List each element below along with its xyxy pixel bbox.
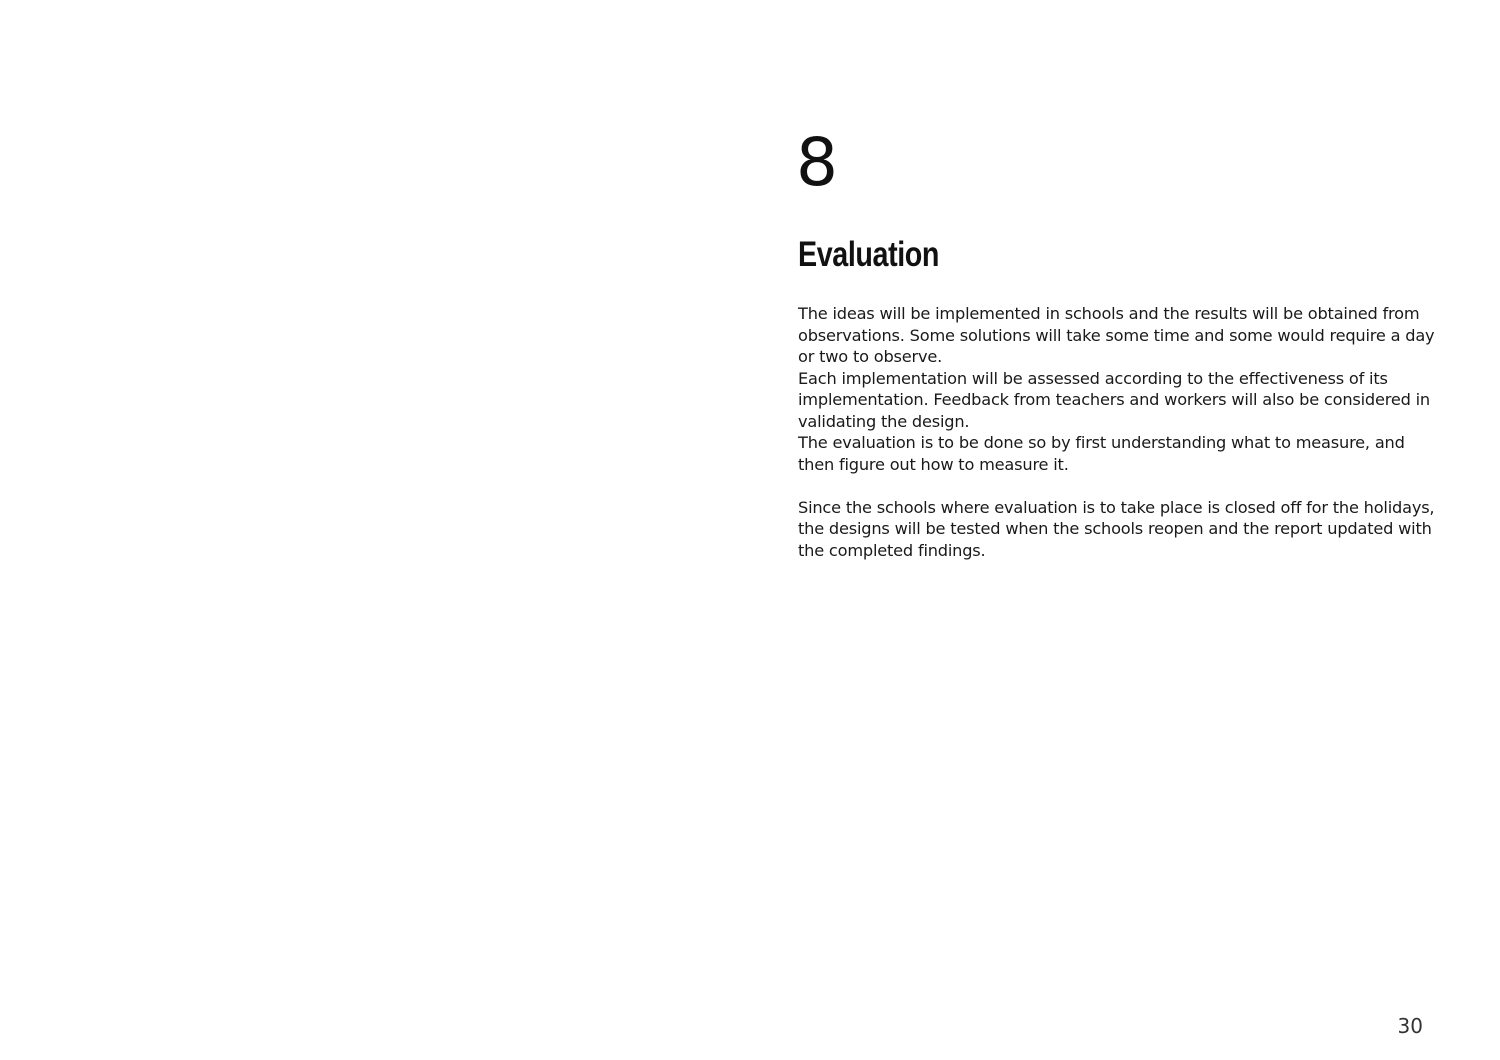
section-title: Evaluation bbox=[798, 235, 940, 274]
chapter-number: 8 bbox=[796, 124, 838, 201]
paragraph: Each implementation will be assessed according to the effectiveness of its implementation. Feedback from teachers and workers will also be considered in validating the design. bbox=[798, 368, 1430, 431]
paragraph: The evaluation is to be done so by first understanding what to measure, and then figure out how to measure it. bbox=[798, 433, 1405, 474]
paragraph: The ideas will be implemented in schools and the results will be obtained from observations. Some solutions will take some time and some would require a day or two to observe. bbox=[798, 304, 1435, 366]
page-number: 30 bbox=[1397, 1014, 1423, 1038]
paragraph: Since the schools where evaluation is to take place is closed off for the holidays, the designs will be tested when the schools reopen and the report updated with the completed findings. bbox=[798, 497, 1435, 560]
body-text bbox=[798, 303, 1438, 561]
